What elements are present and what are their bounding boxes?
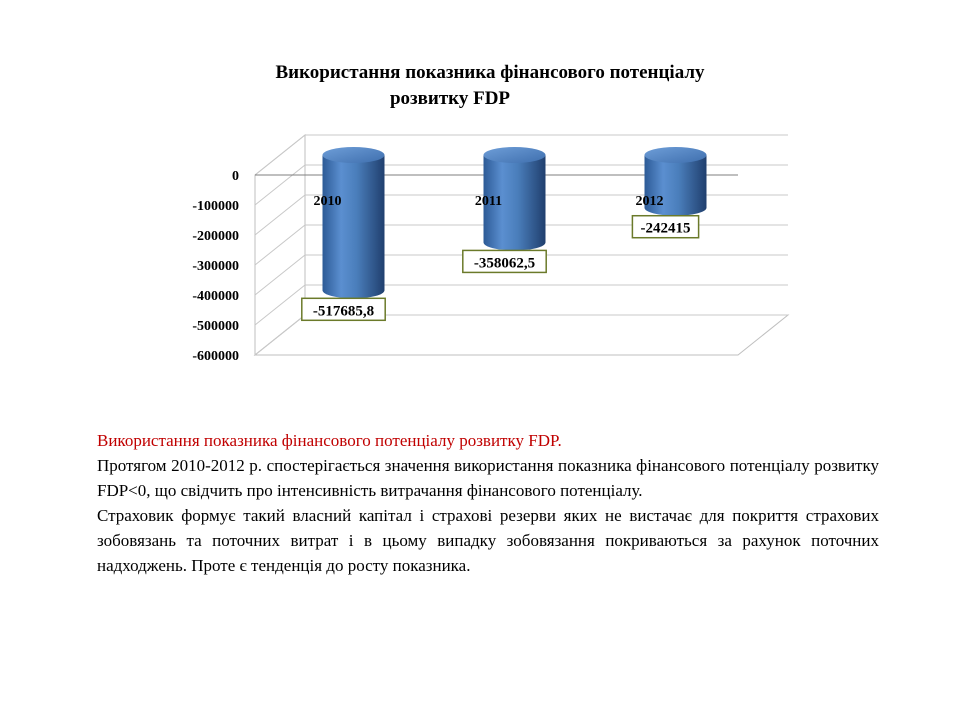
bar-cap: [484, 147, 546, 163]
data-label: -517685,8: [312, 303, 375, 320]
description-paragraph-2: Страховик формує такий власний капітал і страхові резерви яких не вистачає для покриття страхових зобовязань та поточних витрат і в цьому випадку зобовязання покриваються за рахунок поточних надходжень. Проте є тенденція до росту показника.: [97, 506, 879, 575]
y-tick-label: -400000: [192, 289, 239, 304]
data-label: -358062,5: [473, 255, 536, 272]
chart-title-line1: Використання показника фінансового потенціалу: [275, 62, 705, 83]
x-tick-label: 2010: [313, 194, 342, 209]
bar-cap: [323, 147, 385, 163]
description-paragraph-1: Протягом 2010-2012 р. спостерігається значення використання показника фінансового потенціалу розвитку FDP<0, що свідчить про інтенсивність витрачання фінансового потенціалу.: [97, 456, 879, 500]
y-tick-label: -200000: [192, 229, 239, 244]
y-tick-label: -300000: [192, 259, 239, 274]
y-tick-label: -100000: [192, 199, 239, 214]
bar-body: [323, 155, 385, 298]
y-tick-label: -500000: [192, 319, 239, 334]
y-tick-label: 0: [232, 169, 239, 184]
x-tick-label: 2011: [474, 194, 503, 209]
description: [97, 428, 879, 578]
bar: [323, 147, 385, 298]
bar-cap: [645, 147, 707, 163]
description-heading: Використання показника фінансового потенціалу розвитку FDP.: [97, 431, 562, 450]
data-label: -242415: [640, 220, 691, 237]
x-tick-label: 2012: [635, 194, 664, 209]
y-tick-label: -600000: [192, 349, 239, 364]
chart-title-line2: розвитку FDP: [389, 88, 511, 109]
